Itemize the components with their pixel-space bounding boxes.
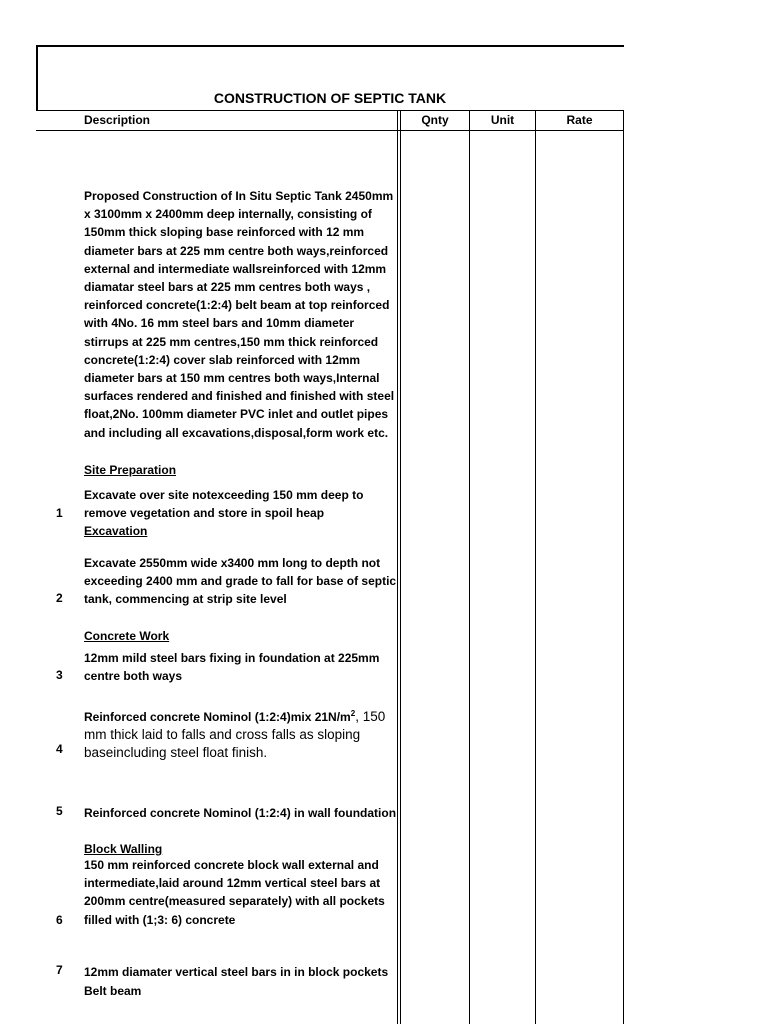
- header-rate: Rate: [566, 113, 593, 127]
- header-qnty: Qnty: [421, 113, 449, 127]
- item-4-superscript: 2: [350, 709, 356, 718]
- top-border: [36, 45, 624, 47]
- item-4-text-b: , 150 mm thick laid to falls and cross falls as sloping baseincluding steel float finish.: [84, 709, 386, 761]
- item-5-text: Reinforced concrete Nominol (1:2:4) in wall foundation: [84, 806, 397, 820]
- item-7-number: 7: [56, 963, 63, 977]
- item-5-number: 5: [56, 804, 63, 818]
- header-unit: Unit: [490, 113, 515, 127]
- col-line-rate: [535, 110, 536, 1024]
- col-line-qnty-b: [400, 110, 401, 1024]
- section-excavation: Excavation: [84, 524, 148, 538]
- item-1-number: 1: [56, 506, 63, 520]
- item-3-number: 3: [56, 668, 63, 682]
- item-2-number: 2: [56, 591, 63, 605]
- col-line-unit: [469, 110, 470, 1024]
- item-4-number: 4: [56, 742, 63, 756]
- section-concrete-work: Concrete Work: [84, 629, 170, 643]
- col-line-right: [623, 110, 624, 1024]
- section-block-walling: Block Walling: [84, 842, 163, 856]
- item-6-number: 6: [56, 913, 63, 927]
- item-4-text: [84, 705, 400, 763]
- item-2-text: Excavate 2550mm wide x3400 mm long to depth not exceeding 2400 mm and grade to fall for base of septic tank, commencing at strip site level: [84, 556, 397, 607]
- item-6-text: 150 mm reinforced concrete block wall external and intermediate,laid around 12mm vertical steel bars at 200mm centre(measured separately) with all pockets filled with (1;3: 6) concrete: [84, 858, 385, 927]
- section-belt-beam: Belt beam: [84, 984, 142, 998]
- section-site-preparation: Site Preparation: [84, 463, 177, 477]
- item-3-text: 12mm mild steel bars fixing in foundation at 225mm centre both ways: [84, 651, 380, 684]
- intro-description: Proposed Construction of In Situ Septic Tank 2450mm x 3100mm x 2400mm deep internally, consisting of 150mm thick sloping base reinforced with 12 mm diameter bars at 225 mm centre both ways,reinforced external and intermediate wallsreinforced with 12mm diamatar steel bars at 225 mm centres both ways , reinforced concrete(1:2:4) belt beam at top reinforced with 4No. 16 mm steel bars and 10mm diameter stirrups at 225 mm centres,150 mm thick reinforced concrete(1:2:4) cover slab reinforced with 12mm diameter bars at 150 mm centres both ways,Internal surfaces rendered and finished and finished with steel float,2No. 100mm diameter PVC inlet and outlet pipes and including all excavations,disposal,form work etc.: [84, 189, 395, 440]
- item-7-text: 12mm diamater vertical steel bars in in block pockets: [84, 965, 389, 979]
- item-1-text: Excavate over site notexceeding 150 mm deep to remove vegetation and store in spoil heap: [84, 488, 364, 521]
- page-title: CONSTRUCTION OF SEPTIC TANK: [213, 90, 447, 106]
- item-4-text-a: Reinforced concrete Nominol (1:2:4)mix 21N/m: [84, 710, 351, 724]
- header-description: Description: [84, 113, 151, 127]
